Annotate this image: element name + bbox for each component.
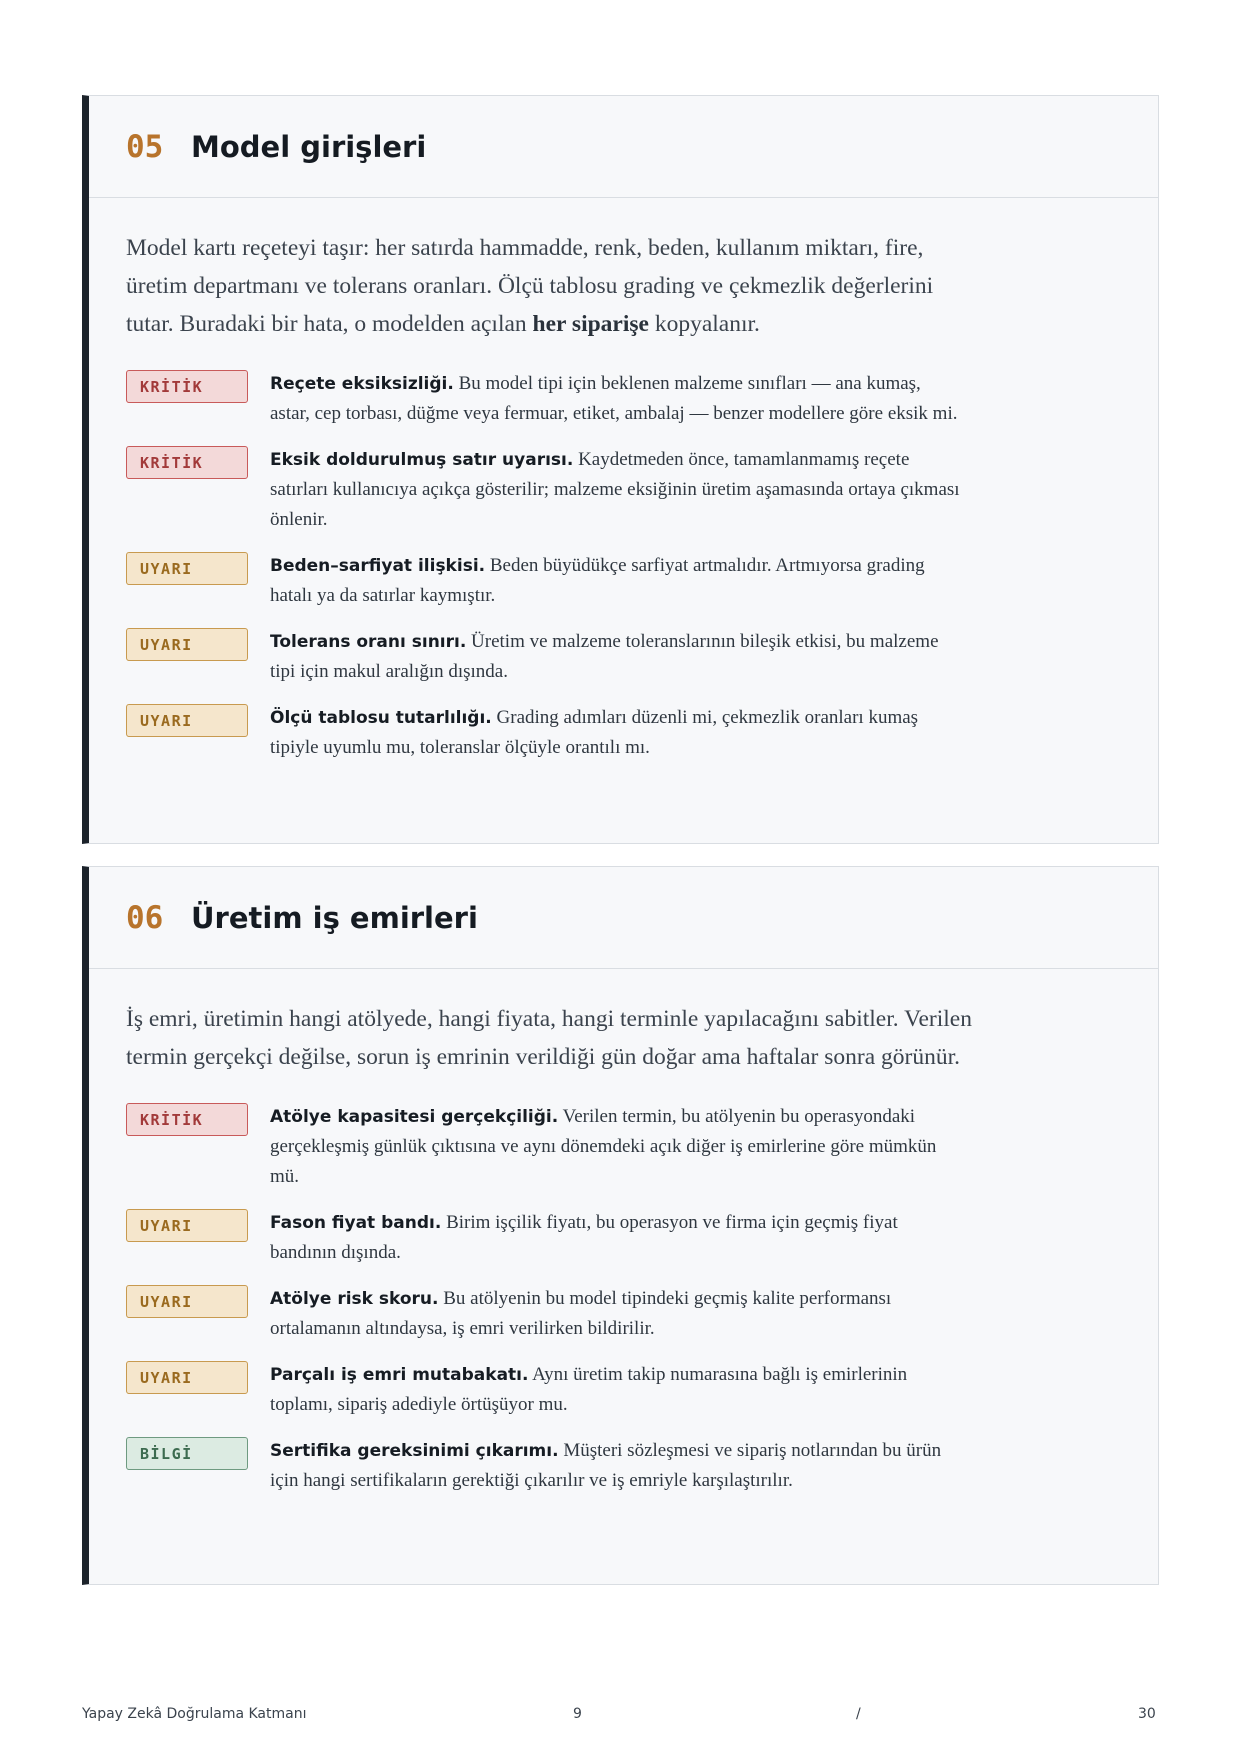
section-model-inputs [82, 95, 1159, 844]
check-item [126, 551, 1121, 611]
severity-badge: UYARI [126, 1209, 248, 1242]
check-item [126, 1102, 1121, 1192]
check-description: Ölçü tablosu tutarlılığı. Grading adımları düzenli mi, çekmezlik oranları kumaş tipiyle uyumlu mu, toleranslar ölçüyle orantılı mı. [270, 707, 919, 758]
check-item [126, 1360, 1121, 1420]
severity-badge: UYARI [126, 628, 248, 661]
section-title: Model girişleri [191, 129, 427, 164]
severity-badge: UYARI [126, 704, 248, 737]
section-intro: İş emri, üretimin hangi atölyede, hangi fiyata, hangi terminle yapılacağını sabitler. Verilen termin gerçekçi değilse, sorun iş emrinin verildiği gün doğar ama haftalar sonra görünür. [126, 1006, 972, 1070]
check-description: Atölye kapasitesi gerçekçiliği. Verilen termin, bu atölyenin bu operasyondaki gerçekleşmiş günlük çıktısına ve aynı dönemdeki açık diğer iş emirlerine göre mümkün mü. [270, 1106, 937, 1187]
severity-badge: BİLGİ [126, 1437, 248, 1470]
check-item [126, 1284, 1121, 1344]
severity-badge: UYARI [126, 1285, 248, 1318]
severity-badge: KRİTİK [126, 370, 248, 403]
section-title: Üretim iş emirleri [191, 900, 478, 935]
check-title: Fason fiyat bandı. [270, 1213, 442, 1233]
check-description: Fason fiyat bandı. Birim işçilik fiyatı, bu operasyon ve firma için geçmiş fiyat bandının dışında. [270, 1212, 898, 1263]
check-description: Reçete eksiksizliği. Bu model tipi için beklenen malzeme sınıfları — ana kumaş, astar, cep torbası, düğme veya fermuar, etiket, ambalaj — benzer modellere göre eksik mi. [270, 373, 958, 424]
severity-badge: KRİTİK [126, 446, 248, 479]
severity-badge: UYARI [126, 1361, 248, 1394]
check-title: Eksik doldurulmuş satır uyarısı. [270, 450, 574, 470]
footer-total-pages: 30 [1138, 1706, 1156, 1722]
section-number: 05 [126, 128, 164, 165]
section-work-orders [82, 866, 1159, 1585]
footer-page-number: 9 [573, 1706, 582, 1722]
check-title: Ölçü tablosu tutarlılığı. [270, 708, 492, 728]
check-description: Sertifika gereksinimi çıkarımı. Müşteri sözleşmesi ve sipariş notlarından bu ürün için hangi sertifikaların gerektiği çıkarılır ve iş emriyle karşılaştırılır. [270, 1440, 942, 1491]
check-title: Parçalı iş emri mutabakatı. [270, 1365, 529, 1385]
check-item [126, 1436, 1121, 1496]
check-item [126, 445, 1121, 535]
check-title: Atölye kapasitesi gerçekçiliği. [270, 1107, 559, 1127]
check-description: Atölye risk skoru. Bu atölyenin bu model tipindeki geçmiş kalite performansı ortalamanın altındaysa, iş emri verilirken bildirilir. [270, 1288, 892, 1339]
section-intro: Model kartı reçeteyi taşır: her satırda hammadde, renk, beden, kullanım miktarı, fire, üretim departmanı ve tolerans oranları. Ölçü tablosu grading ve çekmezlik değerlerini tutar. Buradaki bir hata, o modelden açılan her siparişe kopyalanır. [126, 235, 934, 337]
check-description: Tolerans oranı sınırı. Üretim ve malzeme toleranslarının bileşik etkisi, bu malzeme tipi için makul aralığın dışında. [270, 631, 939, 682]
severity-badge: UYARI [126, 552, 248, 585]
check-item [126, 703, 1121, 763]
footer-doc-title: Yapay Zekâ Doğrulama Katmanı [82, 1706, 307, 1722]
section-body [89, 198, 1158, 763]
check-title: Reçete eksiksizliği. [270, 374, 454, 394]
check-title: Sertifika gereksinimi çıkarımı. [270, 1441, 559, 1461]
section-number: 06 [126, 899, 164, 936]
check-title: Beden–sarfiyat ilişkisi. [270, 556, 486, 576]
severity-badge: KRİTİK [126, 1103, 248, 1136]
check-item [126, 627, 1121, 687]
check-description: Parçalı iş emri mutabakatı. Aynı üretim takip numarasına bağlı iş emirlerinin toplamı, sipariş adediyle örtüşüyor mu. [270, 1364, 908, 1415]
check-item [126, 369, 1121, 429]
check-title: Atölye risk skoru. [270, 1289, 439, 1309]
check-item [126, 1208, 1121, 1268]
check-description: Eksik doldurulmuş satır uyarısı. Kaydetmeden önce, tamamlanmamış reçete satırları kullanıcıya açıkça gösterilir; malzeme eksiğinin üretim aşamasında ortaya çıkması önlenir. [270, 449, 960, 530]
footer-separator: / [856, 1706, 861, 1722]
section-header [89, 96, 1158, 198]
section-header [89, 867, 1158, 969]
section-body [89, 969, 1158, 1496]
check-description: Beden–sarfiyat ilişkisi. Beden büyüdükçe sarfiyat artmalıdır. Artmıyorsa grading hatalı ya da satırlar kaymıştır. [270, 555, 925, 606]
intro-emphasis: her siparişe [532, 311, 649, 337]
check-title: Tolerans oranı sınırı. [270, 632, 467, 652]
